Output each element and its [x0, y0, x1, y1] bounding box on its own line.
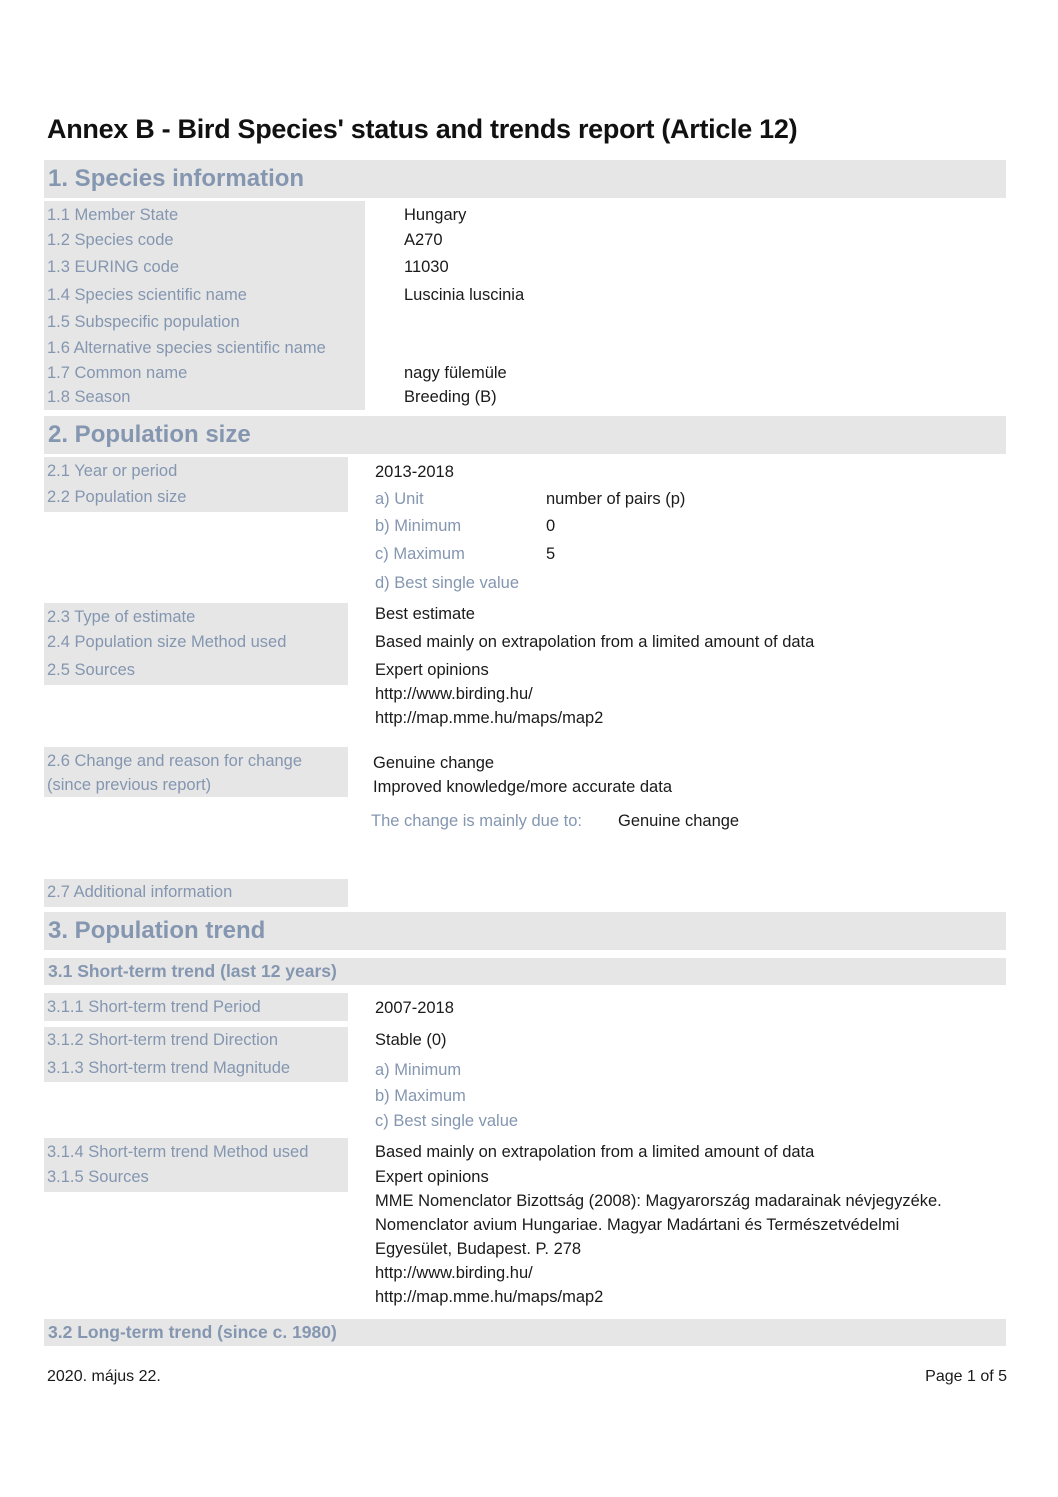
label-maximum: c) Maximum [375, 545, 465, 563]
section-2-title: 2. Population size [48, 421, 251, 448]
value-change-reason: Improved knowledge/more accurate data [373, 778, 672, 796]
value-unit: number of pairs (p) [546, 490, 686, 508]
label-unit: a) Unit [375, 490, 424, 508]
label-method-used: 2.4 Population size Method used [47, 633, 287, 651]
value-source-line: MME Nomenclator Bizottság (2008): Magyarország madarainak névjegyzéke. [375, 1192, 942, 1210]
subsection-3-2-title: 3.2 Long-term trend (since c. 1980) [48, 1322, 337, 1342]
value-source-line: Expert opinions [375, 1168, 489, 1186]
value-common-name: nagy fülemüle [404, 364, 507, 382]
label-type-of-estimate: 2.3 Type of estimate [47, 608, 196, 626]
label-year-period: 2.1 Year or period [47, 462, 178, 480]
label-additional-info: 2.7 Additional information [47, 883, 233, 901]
value-period: 2013-2018 [375, 463, 454, 481]
label-subspecific-population: 1.5 Subspecific population [47, 313, 240, 331]
value-type-of-estimate: Best estimate [375, 605, 475, 623]
footer-date: 2020. május 22. [47, 1368, 161, 1385]
label-short-term-sources: 3.1.5 Sources [47, 1168, 149, 1186]
label-short-term-magnitude: 3.1.3 Short-term trend Magnitude [47, 1059, 291, 1077]
value-scientific-name: Luscinia luscinia [404, 286, 525, 304]
value-short-term-method: Based mainly on extrapolation from a limited amount of data [375, 1143, 815, 1161]
label-best-single-value: d) Best single value [375, 574, 519, 592]
label-population-size: 2.2 Population size [47, 488, 187, 506]
value-source-line: Nomenclator avium Hungariae. Magyar Madártani és Természetvédelmi [375, 1216, 900, 1234]
label-short-term-period: 3.1.1 Short-term trend Period [47, 998, 261, 1016]
value-season: Breeding (B) [404, 388, 497, 406]
label-sources: 2.5 Sources [47, 661, 136, 679]
label-change-reason-cont: (since previous report) [47, 776, 212, 794]
subsection-3-1-title: 3.1 Short-term trend (last 12 years) [48, 961, 337, 981]
value-minimum: 0 [546, 517, 556, 535]
subsection-3-2-header [44, 1319, 1006, 1346]
value-source-line: Egyesület, Budapest. P. 278 [375, 1240, 582, 1258]
value-maximum: 5 [546, 545, 556, 563]
footer-page-number: Page 1 of 5 [925, 1368, 1007, 1385]
value-change-due-to: Genuine change [618, 812, 740, 830]
label-change-due-to: The change is mainly due to: [371, 812, 582, 830]
report-title: Annex B - Bird Species' status and trends report (Article 12) [47, 114, 798, 144]
subsection-3-1-header [44, 958, 1006, 985]
value-source-line: http://www.birding.hu/ [375, 1264, 533, 1282]
value-euring-code: 11030 [404, 258, 449, 276]
value-source-line: http://www.birding.hu/ [375, 685, 533, 703]
label-euring-code: 1.3 EURING code [47, 258, 180, 276]
label-short-term-method: 3.1.4 Short-term trend Method used [47, 1143, 309, 1161]
value-species-code: A270 [404, 231, 443, 249]
label-minimum: b) Minimum [375, 517, 462, 535]
value-change: Genuine change [373, 754, 495, 772]
label-change-reason: 2.6 Change and reason for change [47, 752, 303, 770]
value-member-state: Hungary [404, 206, 467, 224]
label-magnitude-maximum: b) Maximum [375, 1087, 466, 1105]
section-1-title: 1. Species information [48, 165, 305, 192]
value-source-line: http://map.mme.hu/maps/map2 [375, 709, 604, 727]
label-member-state: 1.1 Member State [47, 206, 179, 224]
section-2-header [44, 416, 1006, 454]
value-short-term-direction: Stable (0) [375, 1031, 447, 1049]
section-1-header [44, 160, 1006, 198]
label-season: 1.8 Season [47, 388, 131, 406]
label-short-term-direction: 3.1.2 Short-term trend Direction [47, 1031, 279, 1049]
label-magnitude-best: c) Best single value [375, 1112, 519, 1130]
section-3-title: 3. Population trend [48, 917, 266, 944]
value-method-used: Based mainly on extrapolation from a limited amount of data [375, 633, 815, 651]
label-scientific-name: 1.4 Species scientific name [47, 286, 247, 304]
section-3-header [44, 912, 1006, 950]
label-magnitude-minimum: a) Minimum [375, 1061, 462, 1079]
value-source-line: Expert opinions [375, 661, 489, 679]
label-species-code: 1.2 Species code [47, 231, 174, 249]
value-short-term-period: 2007-2018 [375, 999, 454, 1017]
label-common-name: 1.7 Common name [47, 364, 188, 382]
value-source-line: http://map.mme.hu/maps/map2 [375, 1288, 604, 1306]
label-alternative-name: 1.6 Alternative species scientific name [47, 339, 326, 357]
